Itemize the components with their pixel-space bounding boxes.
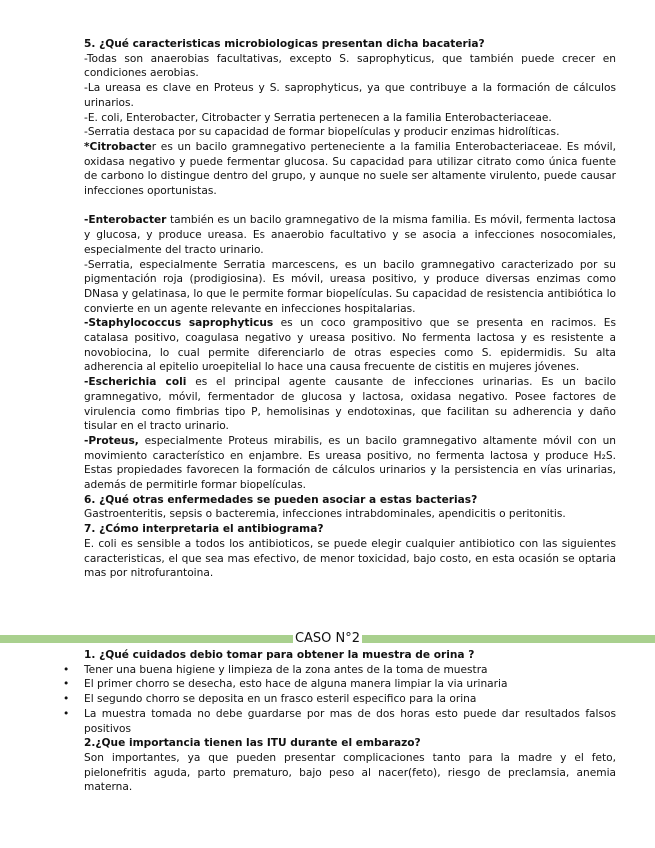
question-5: 5. ¿Qué caracteristicas microbiologicas presentan dicha bacateria?	[84, 38, 485, 50]
bullet-list	[84, 663, 616, 737]
paragraph-text: es un coco grampositivo que se presenta en racimos. Es catalasa positivo, coagulasa negativo y ureasa positivo. No fermenta lactosa y es resistente a novobiocina, lo cual permite diferenciarlo de otras especies como S. epidermidis. Su alta adherencia al epitelio uroepitelial lo hace una causa frecuente de cistitis en mujeres jóvenes.	[84, 317, 616, 374]
bacteria-name: -Escherichia coli	[84, 376, 187, 389]
bacteria-name: -Proteus,	[84, 434, 139, 447]
paragraph-text: r es un bacilo gramnegativo perteneciente a la familia Enterobacteriaceae. Es móvil, oxidasa negativo y puede fermentar glucosa. Su capacidad para utilizar citrato como única fuente de carbono lo distingue dentro del grupo, y aunque no suele ser altamente virulento, puede causar infecciones oportunistas.	[84, 140, 616, 198]
paragraph: -Serratia destaca por su capacidad de formar biopelículas y producir enzimas hidrolíticas.	[84, 126, 560, 139]
proteus-paragraph	[84, 434, 616, 493]
list-item: • El segundo chorro se deposita en un frasco esteril especifico para la orina	[84, 692, 616, 707]
document-body	[84, 37, 616, 581]
list-item: • La muestra tomada no debe guardarse por mas de dos horas esto puede dar resultados falsos positivos	[84, 707, 616, 736]
question-6: 6. ¿Qué otras enfermedades se pueden asociar a estas bacterias?	[84, 493, 478, 506]
list-item: • El primer chorro se desecha, esto hace de alguna manera limpiar la via urinaria	[84, 677, 616, 692]
paragraph-text: es el principal agente causante de infecciones urinarias. Es un bacilo gramnegativo, móvil, fermentador de glucosa y lactosa, oxidasa negativo. Posee factores de virulencia como fimbrias tipo P, hemolisinas y endotoxinas, que facilitan su adherencia y daño tisular en el tracto urinario.	[84, 376, 616, 433]
answer-6: Gastroenteritis, sepsis o bacteremia, infecciones intrabdominales, apendicitis o peritonitis.	[84, 508, 566, 521]
case2-question-2: 2.¿Que importancia tienen las ITU durante el embarazo?	[84, 737, 421, 750]
bacteria-name: -Staphylococcus saprophyticus	[84, 317, 274, 330]
bacteria-name: -Enterobacter	[84, 214, 167, 227]
bacteria-name: *Citrobacte	[84, 140, 152, 153]
serratia-paragraph: -Serratia, especialmente Serratia marcescens, es un bacilo gramnegativo caracterizado por su pigmentación roja (prodigiosina). Es móvil, ureasa positivo, y produce diversas enzimas como DNasa y gelatinasa, lo que le permite formar biopelículas. Su capacidad de resistencia antibiótica lo convierte en un agente relevante en infecciones hospitalarias.	[84, 258, 616, 315]
paragraph: -La ureasa es clave en Proteus y S. saprophyticus, ya que contribuye a la formación de cálculos urinarios.	[84, 82, 616, 109]
paragraph: -Todas son anaerobias facultativas, excepto S. saprophyticus, que también puede crecer en condiciones aerobias.	[84, 52, 616, 80]
paragraph-text: especialmente Proteus mirabilis, es un bacilo gramnegativo altamente móvil con un movimiento característico en enjambre. Es ureasa positivo, no fermenta lactosa y produce H₂S. Estas propiedades favorecen la formación de cálculos urinarios y la persistencia en vías urinarias, además de permitirle formar biopelículas.	[84, 434, 616, 492]
citrobacter-paragraph	[84, 140, 616, 199]
answer-7: E. coli es sensible a todos los antibioticos, se puede elegir cualquier antibiotico con las siguientes caracteristicas, el que sea mas efectivo, de menor toxicidad, bajo costo, en esta ocasión se optaria mas por nitrofurantoina.	[84, 537, 616, 580]
case2-question-1: 1. ¿Qué cuidados debio tomar para obtener la muestra de orina ?	[84, 649, 475, 661]
question-7: 7. ¿Cómo interpretaria el antibiograma?	[84, 523, 324, 536]
case-2-banner	[0, 632, 655, 646]
enterobacter-paragraph	[84, 213, 616, 257]
case-2-body	[84, 648, 616, 795]
list-item: • Tener una buena higiene y limpieza de la zona antes de la toma de muestra	[84, 663, 616, 678]
paragraph: -E. coli, Enterobacter, Citrobacter y Serratia pertenecen a la familia Enterobacteriaceae.	[84, 111, 552, 124]
case-title-text: CASO N°2	[294, 631, 361, 646]
case-title	[0, 631, 655, 646]
case2-answer-2: Son importantes, ya que pueden presentar complicaciones tanto para la madre y el feto, pielonefritis aguda, parto prematuro, bajo peso al nacer(feto), riesgo de preclamsia, anemia materna.	[84, 751, 616, 794]
staphylococcus-paragraph	[84, 316, 616, 375]
ecoli-paragraph	[84, 375, 616, 434]
paragraph-text: también es un bacilo gramnegativo de la misma familia. Es móvil, fermenta lactosa y glucosa, y produce ureasa. Es anaerobio facultativo y se asocia a infecciones nosocomiales, especialmente del tracto urinario.	[84, 214, 616, 256]
